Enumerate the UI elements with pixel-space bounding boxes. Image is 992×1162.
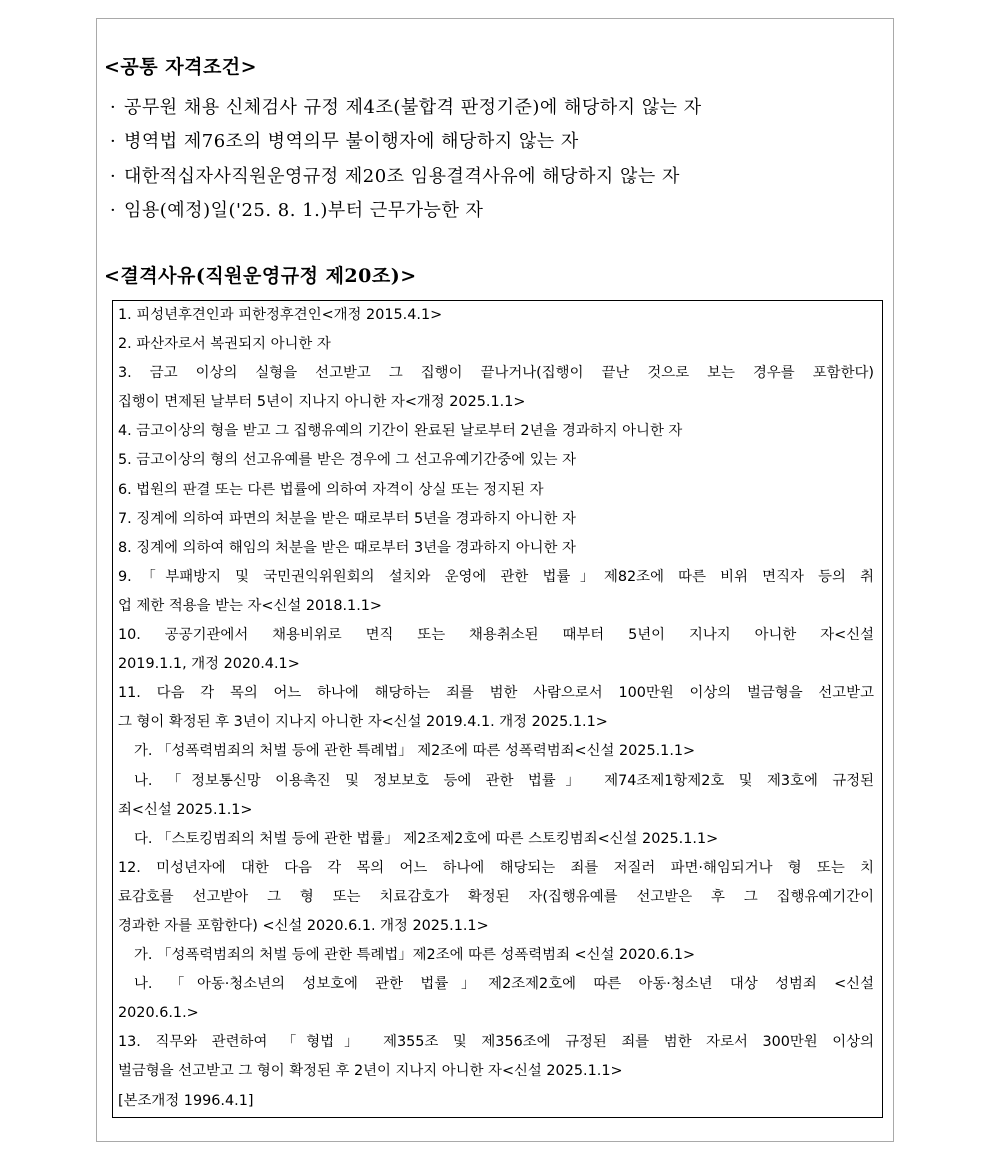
common-requirements-list [104,91,864,229]
requirement-item: · 병역법 제76조의 병역의무 불이행자에 해당하지 않는 자 [110,125,864,159]
bullet-icon: · [110,97,117,118]
disqualification-line: 8. 징계에 의하여 해임의 처분을 받은 때로부터 3년을 경과하지 아니한 자 [118,539,576,556]
disqualification-heading: <결격사유(직원운영규정 제20조)> [104,265,417,287]
disqualification-subline: 가. 「성폭력범죄의 처벌 등에 관한 특례법」제2조에 따른 성폭력범죄 <신설 2020.6.1> [134,947,696,964]
disqualification-line: 4. 금고이상의 형을 받고 그 집행유예의 기간이 완료된 날로부터 2년을 경과하지 아니한 자 [118,423,683,440]
common-requirements-heading: <공통 자격조건> [104,56,258,78]
disqualification-line: 12. 미성년자에 대한 다음 각 목의 어느 하나에 해당되는 죄를 저질러 파면·해임되거나 형 또는 치 [118,859,874,876]
requirement-item: · 공무원 채용 신체검사 규정 제4조(불합격 판정기준)에 해당하지 않는 자 [110,91,864,125]
disqualification-line: 13. 직무와 관련하여 「형법」 제355조 및 제356조에 규정된 죄를 범한 자로서 300만원 이상의 [118,1034,874,1051]
disqualification-line: 집행이 면제된 날부터 5년이 지나지 아니한 자<개정 2025.1.1> [118,394,526,411]
disqualification-line: 업 제한 적용을 받는 자<신설 2018.1.1> [118,597,382,614]
disqualification-line: 6. 법원의 판결 또는 다른 법률에 의하여 자격이 상실 또는 정지된 자 [118,481,544,498]
disqualification-subline: 나. 「정보통신망 이용촉진 및 정보보호 등에 관한 법률」 제74조제1항제2호 및 제3호에 규정된 [134,772,874,789]
disqualification-line: 10. 공공기관에서 채용비위로 면직 또는 채용취소된 때부터 5년이 지나지 아니한 자<신설 [118,627,874,644]
requirement-item: · 임용(예정)일('25. 8. 1.)부터 근무가능한 자 [110,194,864,228]
disqualification-line: 5. 금고이상의 형의 선고유예를 받은 경우에 그 선고유예기간중에 있는 자 [118,452,577,469]
disqualification-box [112,300,883,1118]
disqualification-line: 7. 징계에 의하여 파면의 처분을 받은 때로부터 5년을 경과하지 아니한 자 [118,510,576,527]
disqualification-line: 2020.6.1.> [118,1005,199,1022]
disqualification-line: 3. 금고 이상의 실형을 선고받고 그 집행이 끝나거나(집행이 끝난 것으로 보는 경우를 포함한다) [118,365,874,382]
disqualification-line: 벌금형을 선고받고 그 형이 확정된 후 2년이 지나지 아니한 자<신설 2025.1.1> [118,1063,623,1080]
bullet-icon: · [110,131,117,153]
bullet-icon: · [110,165,117,187]
disqualification-line: 11. 다음 각 목의 어느 하나에 해당하는 죄를 범한 사람으로서 100만원 이상의 벌금형을 선고받고 [118,685,874,702]
common-requirements-section [104,52,864,229]
disqualification-line: 그 형이 확정된 후 3년이 지나지 아니한 자<신설 2019.4.1. 개정 2025.1.1> [118,714,608,731]
disqualification-line: 죄<신설 2025.1.1> [118,801,253,818]
disqualification-subline: 가. 「성폭력범죄의 처벌 등에 관한 특례법」 제2조에 따른 성폭력범죄<신설 2025.1.1> [134,743,696,760]
disqualification-subline: 다. 「스토킹범죄의 처벌 등에 관한 법률」 제2조제2호에 따른 스토킹범죄<신설 2025.1.1> [134,830,719,847]
bullet-icon: · [110,200,117,222]
disqualification-line: 2019.1.1, 개정 2020.4.1> [118,656,300,673]
disqualification-line: 료감호를 선고받아 그 형 또는 치료감호가 확정된 자(집행유예를 선고받은 후 그 집행유예기간이 [118,888,874,905]
disqualification-subline: 나. 「아동·청소년의 성보호에 관한 법률」제2조제2호에 따른 아동·청소년 대상 성범죄 <신설 [134,976,874,993]
requirement-item: · 대한적십자사직원운영규정 제20조 임용결격사유에 해당하지 않는 자 [110,160,864,194]
disqualification-line: 경과한 자를 포함한다) <신설 2020.6.1. 개정 2025.1.1> [118,917,489,934]
disqualification-line: 1. 피성년후견인과 피한정후견인<개정 2015.4.1> [118,307,443,323]
disqualification-line: 2. 파산자로서 복권되지 아니한 자 [118,336,331,353]
disqualification-line: 9.「부패방지 및 국민권익위원회의 설치와 운영에 관한 법률」제82조에 따른 비위 면직자 등의 취 [118,568,874,585]
revision-note: [본조개정 1996.4.1] [118,1092,254,1109]
